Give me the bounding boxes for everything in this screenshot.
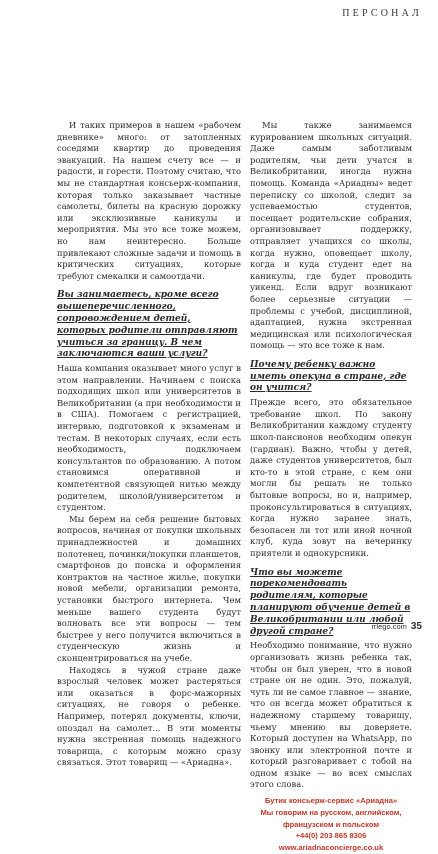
page-number: 35 — [410, 621, 422, 632]
left-column — [57, 120, 241, 769]
question-heading: Вы занимаетесь, кроме всего вышеперечисленного, сопровождением детей, которых родители отправляют учиться за границу. В чем заключаются ваши услуги? — [57, 290, 238, 360]
website-link[interactable]: www.ariadnaconcierge.co.uk — [278, 843, 384, 853]
page-footer — [371, 621, 422, 632]
right-column — [250, 120, 412, 854]
paragraph: Мы также занимаемся курированием школьных ситуаций. Даже самым заботливым родителям, чьи дети учатся в Великобритании, иногда нужна помощь. Команда «Ариадны» ведет переписку со школой, следит за успеваемостью студентов, посещает родительские собрания, организовывает поддержку, отправляет учащихся со школы, когда нужно, оповещает школу, когда и куда студент едет на каникулы, где будет проводить уикенд. Если вдруг возникают более серьезные ситуации — проблемы с учебой, дисциплиной, адаптацией, нужна экстренная медицинская или психологическая помощь — это все тоже к нам. — [250, 120, 412, 351]
phone-number: +44(0) 203 865 8306 — [295, 831, 367, 841]
paragraph: Находясь в чужой стране даже взрослый человек может растеряться или оказаться в форс-мажорных ситуациях, не говоря о ребенке. Например, потерял документы, ключи, опоздал на самолет... В эти моменты нужна экстренная помощь надежного товарища, с которым можно сразу связаться. Этот товарищ — «Ариадна». — [57, 664, 241, 768]
paragraph: Необходимо понимание, что нужно организовать жизнь ребенка так, чтобы он был уверен, что в новой стране он не один. Это, пожалуй, чуть ли не самое главное — знание, что он всегда может обратиться к надежному старшему товарищу, чьему мнению вы доверяете. Который доступен на WhatsApp, по звонку или электронной почте и который разговаривает с тобой на одном языке — во всех смыслах этого слова. — [250, 640, 412, 790]
paragraph: Прежде всего, это обязательное требование школ. По закону Великобритании каждому студенту школ-пансионов необходим опекун (гардиан). Важно, чтобы у детей, даже студентов университетов, был кто-то в этой стране, с кем они могли бы решать не только бытовые вопросы, но и, например, проконсультироваться в ситуациях, когда нужно заранее знать, безопасен ли тот или иной ночной клуб, куда зовут на вечеринку приятели и однокурсники. — [250, 397, 412, 558]
languages-line: Мы говорим на русском, английском, — [260, 807, 402, 817]
question-heading: Почему ребенку важно иметь опекуна в стране, где он учится? — [250, 359, 407, 394]
question-heading: Что вы можете порекомендовать родителям, которые планируют обучение детей в Великобритании или любой другой стране? — [250, 567, 411, 637]
paragraph: Наша компания оказывает много услуг в этом направлении. Начинаем с поиска подходящих школ или университетов в Великобритании (а при необходимости и в США). Помогаем с регистрацией, интервью, подготовкой к экзаменам и тестам. В некоторых случаях, если есть необходимость, подключаем консультантов по образованию. А потом становимся оперативной и компетентной связующей нитью между родителем, школой/университетом и студентом. — [57, 363, 241, 513]
contact-block — [250, 795, 412, 854]
section-header: ПЕРСОНАЛ — [342, 8, 422, 19]
paragraph: Мы берем на себя решение бытовых вопросов, начиная от покупки школьных принадлежностей и домашних полотенец, починки/покупки планшетов, смартфонов до поиска и оформления контрактов на частное жилье, покупки новой мебели, организации ремонта, установки быстрого интернета. Чем меньше вашего студента будут волновать все эти вопросы — тем быстрее у него получится включиться в студенческую жизнь и сконцентрироваться на учебе. — [57, 513, 241, 663]
paragraph: И таких примеров в нашем «рабочем дневнике» много: от затопленных соседями квартир до проведения эвакуаций. На нашем счету все — и радости, и горести. Поэтому считаю, что мы не стандартная консьерж-компания, которая только заказывает частные самолеты, билеты на красную дорожку или эксклюзивные каникулы и мероприятия. Мы это все тоже можем, но нам неинтересно. Больше привлекают сложные задачи и помощь в критических ситуациях, которые требуют смекалки и самоотдачи. — [57, 120, 241, 281]
footer-site: rrlego.com — [371, 622, 407, 631]
languages-line: французском и польском — [282, 819, 380, 829]
company-name: Бутик консьерж-сервис «Ариадна» — [264, 796, 398, 806]
